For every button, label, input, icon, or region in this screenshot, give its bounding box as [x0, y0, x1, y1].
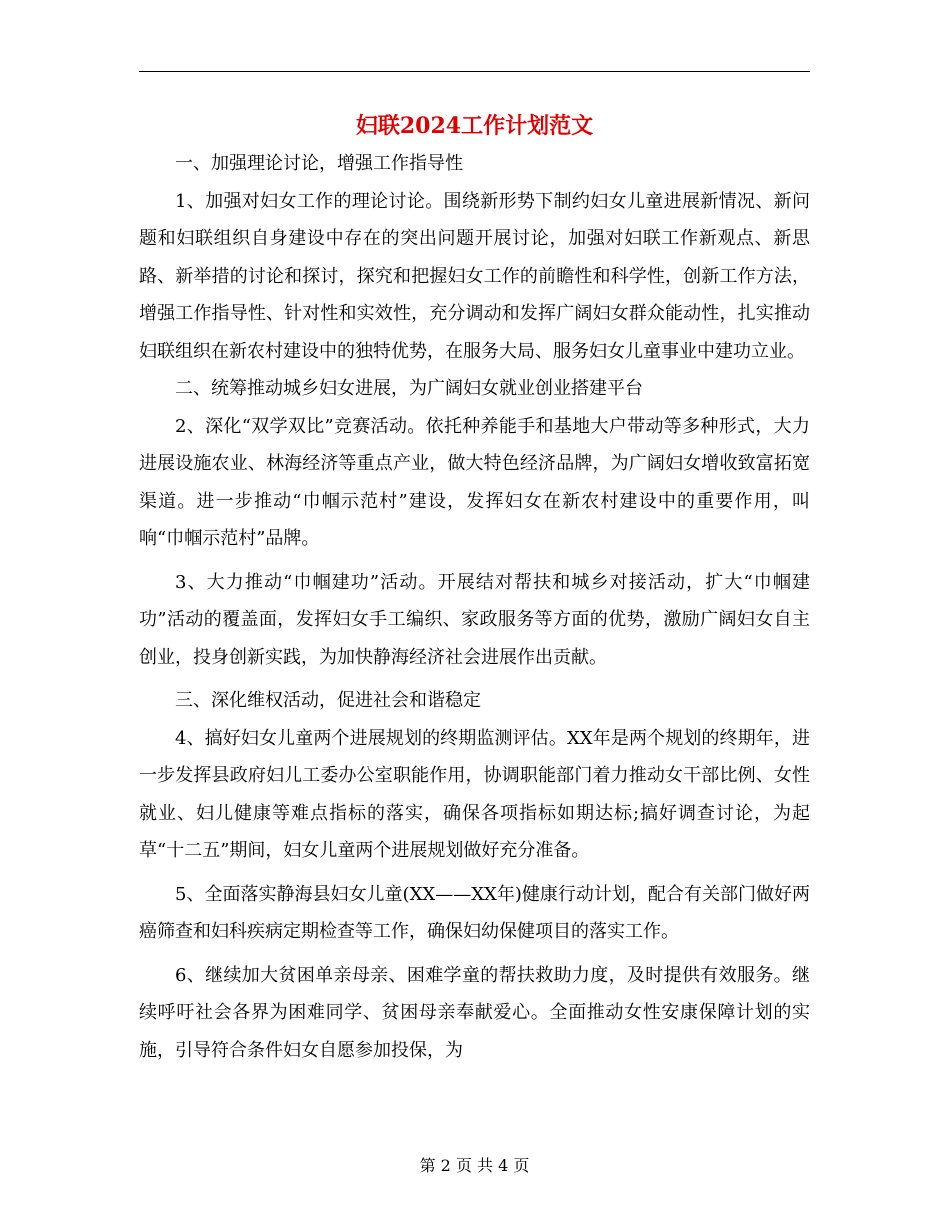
header-rule [139, 71, 810, 72]
paragraph-1: 1、加强对妇女工作的理论讨论。围绕新形势下制约妇女儿童进展新情况、新问题和妇联组织自身建设中存在的突出问题开展讨论，加强对妇联工作新观点、新思路、新举措的讨论和探讨，探究和把握妇女工作的前瞻性和科学性，创新工作方法，增强工作指导性、针对性和实效性，充分调动和发挥广阔妇女群众能动性，扎实推动妇联组织在新农村建设中的独特优势，在服务大局、服务妇女儿童事业中建功立业。 [139, 190, 810, 362]
document-body [139, 145, 810, 1069]
paragraph-2: 2、深化“双学双比”竞赛活动。依托种养能手和基地大户带动等多种形式，大力进展设施农业、林海经济等重点产业，做大特色经济品牌，为广阔妇女增收致富拓宽渠道。进一步推动“巾帼示范村”建设，发挥妇女在新农村建设中的重要作用，叫响“巾帼示范村”品牌。 [139, 415, 810, 549]
section-heading-1: 一、加强理论讨论，增强工作指导性 [175, 153, 463, 174]
paragraph-6: 6、继续加大贫困单亲母亲、困难学童的帮扶救助力度，及时提供有效服务。继续呼吁社会各界为困难同学、贫困母亲奉献爱心。全面推动女性安康保障计划的实施，引导符合条件妇女自愿参加投保，为 [139, 964, 810, 1061]
page-number: 第 2 页 共 4 页 [419, 1156, 530, 1175]
section-heading-3: 三、深化维权活动，促进社会和谐稳定 [175, 690, 481, 711]
paragraph-3: 3、大力推动“巾帼建功”活动。开展结对帮扶和城乡对接活动，扩大“巾帼建功”活动的覆盖面，发挥妇女手工编织、家政服务等方面的优势，激励广阔妇女自主创业，投身创新实践，为加快静海经济社会进展作出贡献。 [139, 571, 810, 668]
section-heading-2: 二、统筹推动城乡妇女进展，为广阔妇女就业创业搭建平台 [175, 378, 643, 399]
paragraph-5: 5、全面落实静海县妇女儿童(XX——XX年)健康行动计划，配合有关部门做好两癌筛查和妇科疾病定期检查等工作，确保妇幼保健项目的落实工作。 [139, 883, 810, 942]
document-title: 妇联2024工作计划范文 [355, 113, 594, 139]
paragraph-4: 4、搞好妇女儿童两个进展规划的终期监测评估。XX年是两个规划的终期年，进一步发挥县政府妇儿工委办公室职能作用，协调职能部门着力推动女干部比例、女性就业、妇儿健康等难点指标的落实，确保各项指标如期达标;搞好调查讨论，为起草“十二五”期间，妇女儿童两个进展规划做好充分准备。 [139, 727, 810, 861]
